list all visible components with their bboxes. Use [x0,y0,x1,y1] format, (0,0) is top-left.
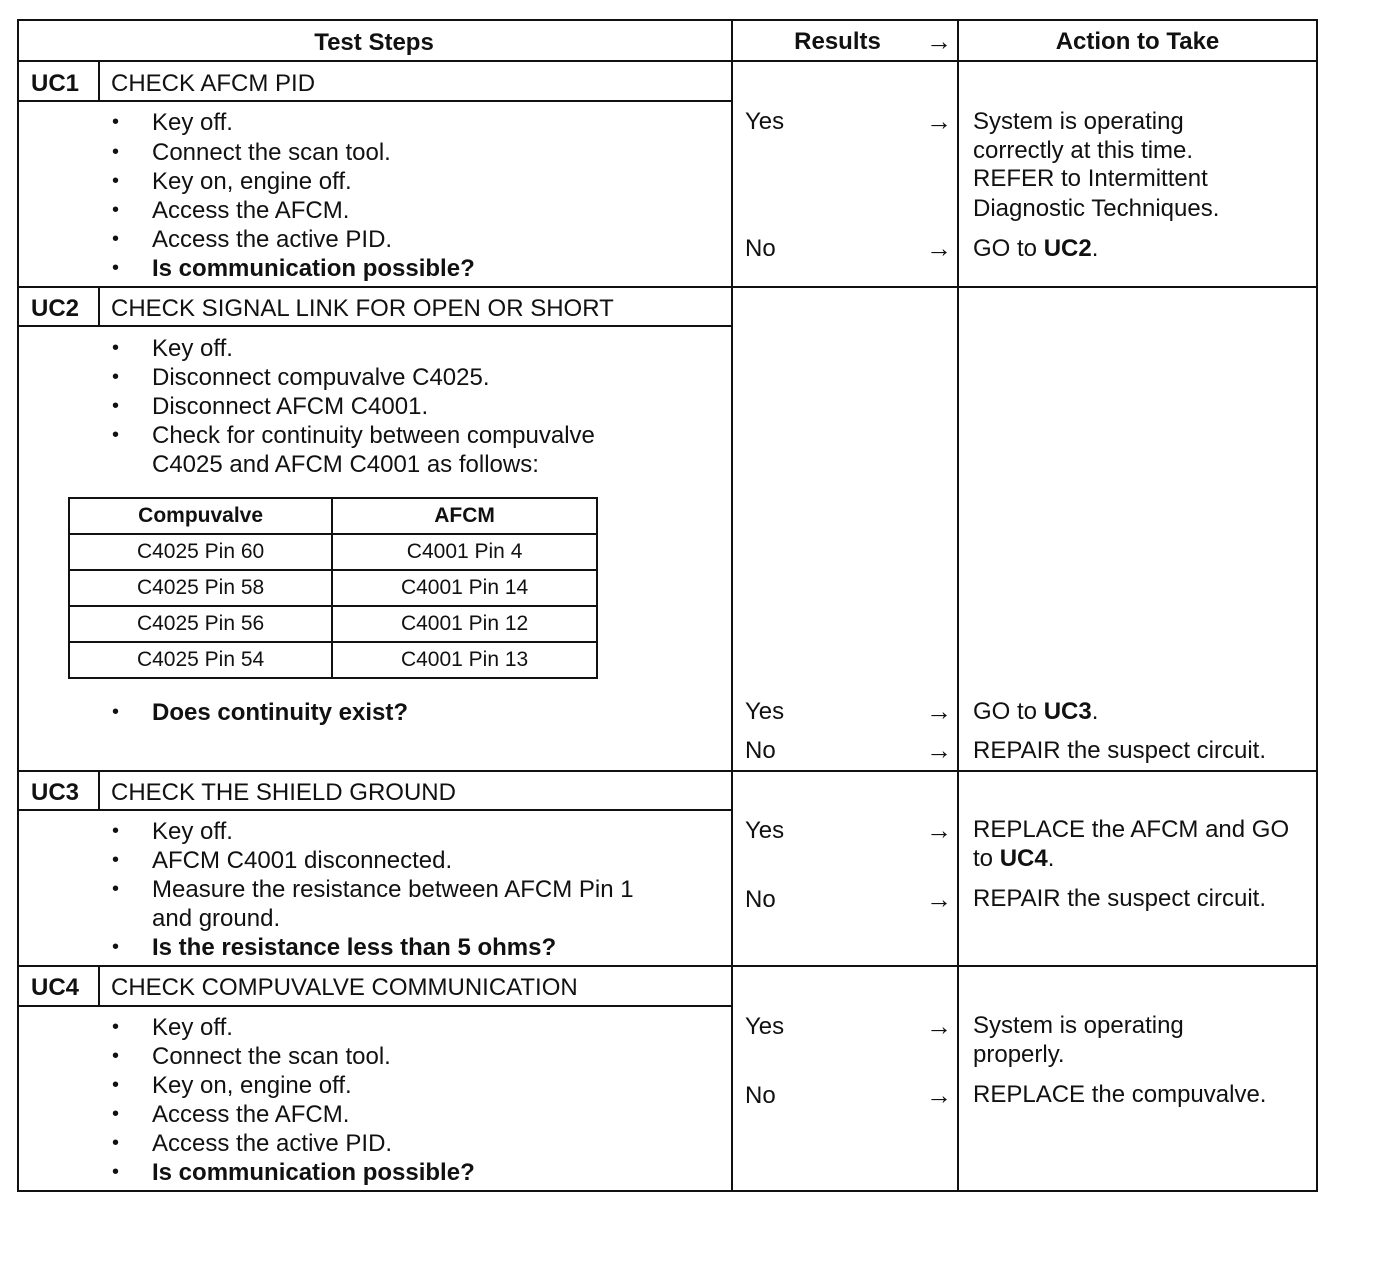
table-row [69,534,597,570]
result-yes: Yes [745,1013,785,1040]
bullet-icon: • [112,1074,120,1096]
pin-table-header-cell: AFCM [332,498,597,534]
pin-table-cell: C4001 Pin 12 [332,606,597,642]
action-prefix: to [973,845,1000,872]
step-title: CHECK COMPUVALVE COMMUNICATION [111,974,578,1001]
table-row [69,570,597,606]
step-bullet: AFCM C4001 disconnected. [152,847,453,874]
action-prefix: GO to [973,698,1044,725]
table-top-border [17,19,1318,21]
bullet-icon: • [112,849,120,871]
bullet-icon: • [112,878,120,900]
step-bullet: Access the active PID. [152,226,393,253]
action-text: REPAIR the suspect circuit. [973,885,1266,912]
action-text: properly. [973,1041,1065,1068]
bullet-icon: • [112,1132,120,1154]
pin-table [68,497,598,679]
pin-table-header-cell: Compuvalve [69,498,332,534]
step-bullet: Access the active PID. [152,1130,393,1157]
step-question: Does continuity exist? [152,699,409,726]
step-title: CHECK THE SHIELD GROUND [111,779,456,806]
step-id-divider [98,965,100,1006]
step-bullet: Disconnect AFCM C4001. [152,393,429,420]
action-text: correctly at this time. [973,137,1194,164]
action-suffix: . [1091,698,1099,725]
column-divider [957,19,959,1192]
step-bullet: Measure the resistance between AFCM Pin 1 [152,876,634,903]
step-id: UC1 [31,70,80,97]
result-no: No [745,886,776,913]
step-id: UC4 [31,974,80,1001]
bullet-icon: • [112,337,120,359]
step-bullet: Key on, engine off. [152,168,352,195]
step-bullet: Connect the scan tool. [152,1043,391,1070]
step-bullet: Key off. [152,109,233,136]
result-no: No [745,235,776,262]
bullet-icon: • [112,228,120,250]
step-bullet: Disconnect compuvalve C4025. [152,364,490,391]
header-test-steps: Test Steps [314,29,434,56]
action-step-ref: UC2 [1043,235,1092,262]
pin-table-cell: C4025 Pin 54 [69,642,332,678]
pin-table-cell: C4025 Pin 56 [69,606,332,642]
column-divider [731,19,733,1192]
table-row [69,642,597,678]
action-text: REFER to Intermittent [973,165,1208,192]
step-bullet: Key off. [152,818,233,845]
step-title-border [17,1005,732,1007]
bullet-icon: • [112,257,120,279]
header-bottom-border [17,60,1318,62]
bullet-icon: • [112,199,120,221]
header-results: Results [794,28,881,55]
step-bullet: Access the AFCM. [152,197,350,224]
section-border [17,965,1318,967]
bullet-icon: • [112,1016,120,1038]
step-id-divider [98,286,100,326]
step-bullet-cont: C4025 and AFCM C4001 as follows: [152,451,539,478]
table-right-border [1316,19,1318,1192]
action-text: REPLACE the AFCM and GO [973,816,1290,843]
arrow-icon: → [926,884,952,914]
bullet-icon: • [112,141,120,163]
action-text: System is operating [973,108,1184,135]
arrow-icon: → [926,735,952,765]
arrow-icon: → [926,1011,952,1041]
table-left-border [17,19,19,1192]
step-bullet: Check for continuity between compuvalve [152,422,595,449]
pin-table-cell: C4025 Pin 58 [69,570,332,606]
step-bullet: Access the AFCM. [152,1101,350,1128]
arrow-icon: → [926,106,952,136]
result-no: No [745,1082,776,1109]
action-step-ref: UC3 [1043,698,1092,725]
bullet-icon: • [112,820,120,842]
bullet-icon: • [112,170,120,192]
step-id-divider [98,60,100,101]
arrow-icon: → [926,696,952,726]
bullet-icon: • [112,701,120,723]
arrow-icon: → [926,233,952,263]
section-border [17,286,1318,288]
result-yes: Yes [745,698,785,725]
step-title-border [17,325,732,327]
action-prefix: GO to [973,235,1044,262]
action-text [973,697,1098,726]
step-title: CHECK AFCM PID [111,70,316,97]
bullet-icon: • [112,1045,120,1067]
action-text: Diagnostic Techniques. [973,195,1220,222]
arrow-icon: → [926,26,952,56]
pin-table-header [69,498,597,534]
result-yes: Yes [745,108,785,135]
step-title-border [17,100,732,102]
action-suffix: . [1047,845,1055,872]
step-id-divider [98,770,100,810]
step-bullet: Key on, engine off. [152,1072,352,1099]
pin-table-cell: C4001 Pin 14 [332,570,597,606]
table-row [69,606,597,642]
pin-table-cell: C4025 Pin 60 [69,534,332,570]
step-bullet-cont: and ground. [152,905,281,932]
step-id: UC3 [31,779,80,806]
bullet-icon: • [112,366,120,388]
result-yes: Yes [745,817,785,844]
bullet-icon: • [112,936,120,958]
bullet-icon: • [112,1161,120,1183]
step-bullet: Connect the scan tool. [152,139,391,166]
action-text [973,234,1098,263]
arrow-icon: → [926,1080,952,1110]
action-text: REPAIR the suspect circuit. [973,737,1266,764]
step-bullet: Key off. [152,335,233,362]
step-question: Is the resistance less than 5 ohms? [152,934,557,961]
header-action: Action to Take [1055,28,1220,55]
pin-table-cell: C4001 Pin 13 [332,642,597,678]
action-text: REPLACE the compuvalve. [973,1081,1267,1108]
result-no: No [745,737,776,764]
bullet-icon: • [112,395,120,417]
action-text [973,844,1054,873]
section-border [17,770,1318,772]
step-title-border [17,809,732,811]
step-bullet: Key off. [152,1014,233,1041]
bullet-icon: • [112,424,120,446]
bullet-icon: • [112,1103,120,1125]
step-title: CHECK SIGNAL LINK FOR OPEN OR SHORT [111,295,614,322]
action-text: System is operating [973,1012,1184,1039]
step-id: UC2 [31,295,80,322]
bullet-icon: • [112,111,120,133]
table-bottom-border [17,1190,1318,1192]
arrow-icon: → [926,815,952,845]
action-step-ref: UC4 [999,845,1048,872]
step-question: Is communication possible? [152,255,475,282]
action-suffix: . [1091,235,1099,262]
step-question: Is communication possible? [152,1159,475,1186]
pin-table-cell: C4001 Pin 4 [332,534,597,570]
